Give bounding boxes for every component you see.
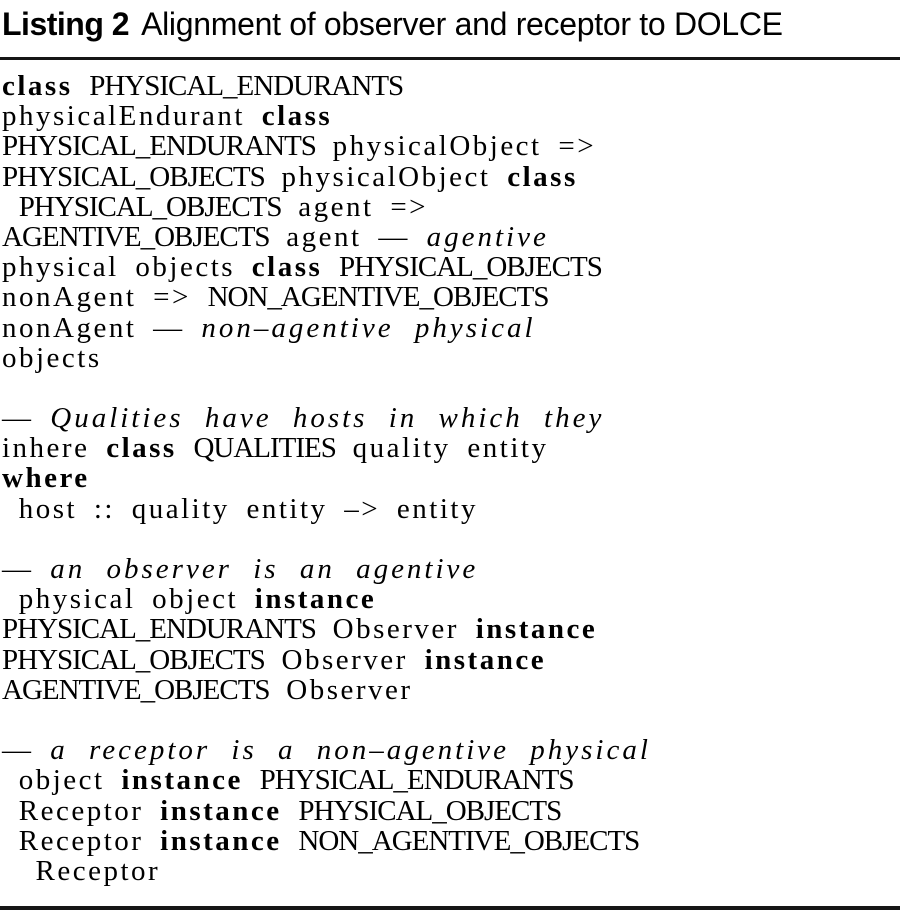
code-text	[177, 432, 194, 464]
code-identifier: PHYSICAL_OBJECTS	[339, 251, 602, 284]
code-text: Observer	[264, 643, 425, 676]
code-text: Observer	[269, 673, 413, 706]
code-line	[2, 584, 898, 614]
code-line	[2, 705, 898, 735]
code-comment: a receptor is a non–agentive physical	[50, 734, 651, 767]
code-line	[2, 433, 898, 463]
code-text: Receptor	[2, 794, 161, 827]
code-identifier: PHYSICAL_OBJECTS	[18, 190, 282, 223]
code-text	[322, 251, 339, 283]
code-identifier: PHYSICAL_OBJECTS	[2, 643, 265, 676]
code-line	[2, 735, 898, 765]
code-line	[2, 403, 898, 433]
code-text: nonAgent =>	[2, 281, 208, 314]
code-line	[2, 313, 898, 343]
code-text: Receptor	[2, 854, 161, 887]
code-listing	[2, 71, 898, 886]
code-keyword: instance	[254, 583, 377, 616]
code-identifier: PHYSICAL_ENDURANTS	[2, 130, 316, 163]
code-identifier: PHYSICAL_OBJECTS	[2, 160, 265, 193]
code-text: —	[2, 402, 51, 435]
code-keyword: instance	[160, 794, 282, 827]
code-text: object	[2, 764, 122, 797]
code-line	[2, 554, 898, 584]
code-line	[2, 645, 898, 675]
code-keyword: class	[261, 100, 333, 133]
listing-label: Listing 2	[2, 6, 130, 42]
code-line	[2, 524, 898, 554]
code-text: Receptor	[2, 824, 161, 857]
listing-title: Alignment of observer and receptor to DOLCE	[141, 6, 783, 42]
code-text: —	[2, 734, 51, 767]
code-line	[2, 71, 898, 101]
code-text: inhere	[2, 432, 107, 465]
code-line	[2, 162, 898, 192]
code-text: host :: quality entity –> entity	[2, 492, 478, 525]
code-line	[2, 614, 898, 644]
code-keyword: class	[507, 160, 578, 193]
code-identifier: NON_AGENTIVE_OBJECTS	[207, 281, 549, 314]
top-rule	[0, 57, 900, 60]
code-keyword: class	[106, 432, 177, 465]
code-line	[2, 252, 898, 282]
code-identifier: NON_AGENTIVE_OBJECTS	[298, 824, 640, 857]
code-line	[2, 373, 898, 403]
code-line	[2, 222, 898, 252]
code-text: physicalObject	[264, 160, 508, 193]
code-line	[2, 131, 898, 161]
code-text: physicalEndurant	[2, 100, 262, 133]
code-comment: agentive	[426, 220, 549, 253]
code-keyword: where	[2, 462, 90, 495]
code-keyword: instance	[424, 643, 547, 676]
code-text	[73, 70, 90, 102]
code-text	[243, 764, 260, 796]
code-identifier: PHYSICAL_ENDURANTS	[89, 70, 404, 102]
code-line	[2, 494, 898, 524]
code-line	[2, 826, 898, 856]
code-line	[2, 463, 898, 493]
code-text: agent —	[269, 220, 427, 253]
code-keyword: instance	[121, 764, 243, 797]
code-identifier: PHYSICAL_ENDURANTS	[2, 613, 316, 646]
code-identifier: QUALITIES	[193, 432, 336, 465]
code-text: nonAgent —	[2, 311, 202, 344]
listing-caption	[2, 4, 898, 44]
code-text: Observer	[315, 613, 476, 646]
code-line	[2, 282, 898, 312]
code-line	[2, 101, 898, 131]
code-comment: an observer is an agentive	[50, 553, 479, 585]
code-text: physical objects	[2, 251, 252, 284]
code-line	[2, 192, 898, 222]
code-identifier: AGENTIVE_OBJECTS	[2, 220, 270, 253]
code-line	[2, 675, 898, 705]
code-line	[2, 765, 898, 795]
code-text	[282, 795, 299, 827]
code-line	[2, 796, 898, 826]
code-keyword: instance	[160, 824, 282, 857]
code-line	[2, 343, 898, 373]
code-text: quality entity	[335, 432, 549, 465]
code-identifier: PHYSICAL_ENDURANTS	[259, 764, 574, 797]
code-comment: non–agentive physical	[201, 311, 536, 344]
bottom-rule	[0, 906, 900, 910]
code-identifier: PHYSICAL_OBJECTS	[298, 794, 562, 827]
code-comment: Qualities have hosts in which they	[50, 402, 605, 435]
code-text	[2, 191, 19, 223]
code-keyword: class	[2, 70, 73, 102]
code-line	[2, 856, 898, 886]
code-identifier: AGENTIVE_OBJECTS	[2, 673, 270, 706]
code-keyword: instance	[475, 613, 598, 646]
code-keyword: class	[251, 251, 323, 284]
code-text: physical object	[2, 583, 255, 616]
code-text: objects	[2, 341, 102, 374]
code-text: physicalObject =>	[315, 130, 597, 163]
code-text: agent =>	[281, 190, 429, 223]
code-text	[282, 825, 299, 857]
code-text: —	[2, 553, 51, 585]
